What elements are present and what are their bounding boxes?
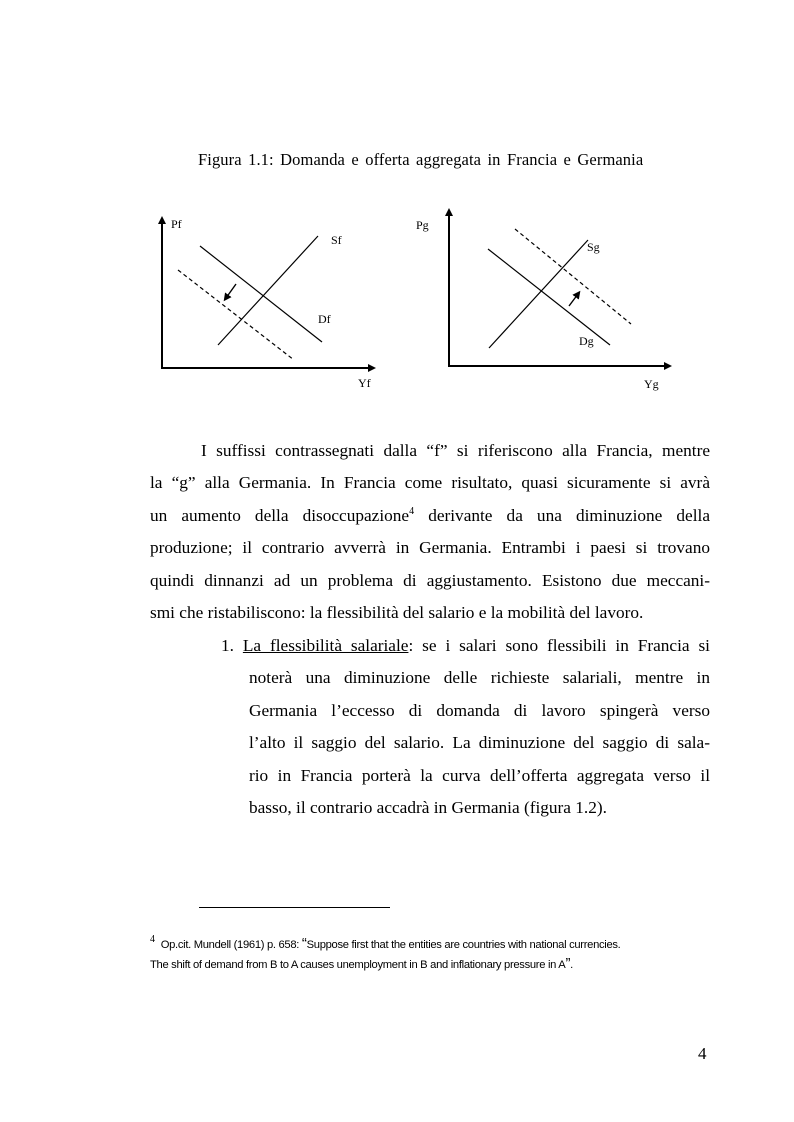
france-supply-label: Sf — [331, 233, 342, 247]
france-y-axis-label: Pf — [171, 217, 182, 231]
footnote-number: 4 — [150, 934, 155, 945]
germany-x-axis-label: Yg — [644, 377, 659, 391]
figure-caption: Figura 1.1: Domanda e offerta aggregata in Francia e Germania — [198, 150, 644, 169]
germany-panel — [416, 212, 668, 391]
germany-demand-label: Dg — [579, 334, 594, 348]
paragraph-text: un aumento della disoccupazione — [150, 505, 410, 525]
france-x-axis-label: Yf — [358, 376, 371, 390]
paragraph-line: produzione; il contrario avverrà in Germania. Entrambi i paesi si trovano — [150, 538, 710, 558]
france-new-demand-curve — [178, 270, 294, 360]
list-line: noterà una diminuzione delle richieste salariali, mentre in — [249, 668, 710, 688]
france-demand-curve — [200, 246, 322, 342]
figure-1-1-diagrams — [0, 0, 794, 420]
list-line: rio in Francia porterà la curva dell’offerta aggregata verso il — [249, 765, 710, 785]
list-text: : se i salari sono flessibili in Francia si — [408, 636, 710, 655]
footnote-source: Op.cit. Mundell (1961) p. 658: — [160, 939, 302, 951]
list-line: l’alto il saggio del salario. La diminuzione del saggio di sala- — [249, 733, 710, 753]
footnote-end: . — [570, 959, 573, 971]
paragraph-text: derivante da una diminuzione della — [428, 505, 710, 525]
france-demand-label: Df — [318, 312, 331, 326]
paragraph-line — [150, 500, 710, 532]
list-line: Germania l’eccesso di domanda di lavoro spingerà verso — [249, 700, 710, 720]
germany-demand-curve — [488, 249, 610, 345]
footnote-line-1 — [150, 930, 710, 955]
footnote-quote-2: The shift of demand from B to A causes unemployment in B and inflationary pressure in A — [150, 959, 566, 971]
germany-y-axis-label: Pg — [416, 218, 429, 232]
paragraph-line: I suffissi contrassegnati dalla “f” si riferiscono alla Francia, mentre — [201, 441, 710, 460]
footnote-quote-1: Suppose first that the entities are countries with national currencies. — [306, 939, 621, 951]
germany-shift-arrow — [569, 294, 578, 306]
paragraph-line: la “g” alla Germania. In Francia come risultato, quasi sicuramente si avrà — [150, 473, 710, 493]
footnote-close-quote: ” — [565, 955, 571, 972]
list-term: La flessibilità salariale — [242, 636, 409, 655]
france-panel — [161, 217, 372, 390]
footnote-reference[interactable]: 4 — [409, 505, 415, 517]
footnote — [150, 930, 710, 975]
france-shift-arrow — [226, 284, 236, 298]
france-supply-curve — [218, 236, 318, 345]
numbered-list — [221, 630, 710, 824]
germany-supply-label: Sg — [587, 240, 600, 254]
list-number: 1. — [221, 636, 234, 655]
page-number: 4 — [698, 1044, 707, 1063]
footnote-line-2 — [150, 955, 710, 975]
germany-supply-curve — [489, 240, 588, 348]
germany-new-demand-curve — [515, 229, 631, 324]
list-item-first-line — [221, 630, 710, 662]
footnote-divider — [199, 907, 390, 908]
paragraph-line: smi che ristabiliscono: la flessibilità del salario e la mobilità del lavoro. — [150, 603, 644, 623]
footnote-open-quote: “ — [301, 935, 307, 952]
list-line: basso, il contrario accadrà in Germania (figura 1.2). — [249, 798, 607, 818]
body-paragraph — [150, 435, 710, 629]
paragraph-line: quindi dinnanzi ad un problema di aggiustamento. Esistono due meccani- — [150, 570, 710, 590]
